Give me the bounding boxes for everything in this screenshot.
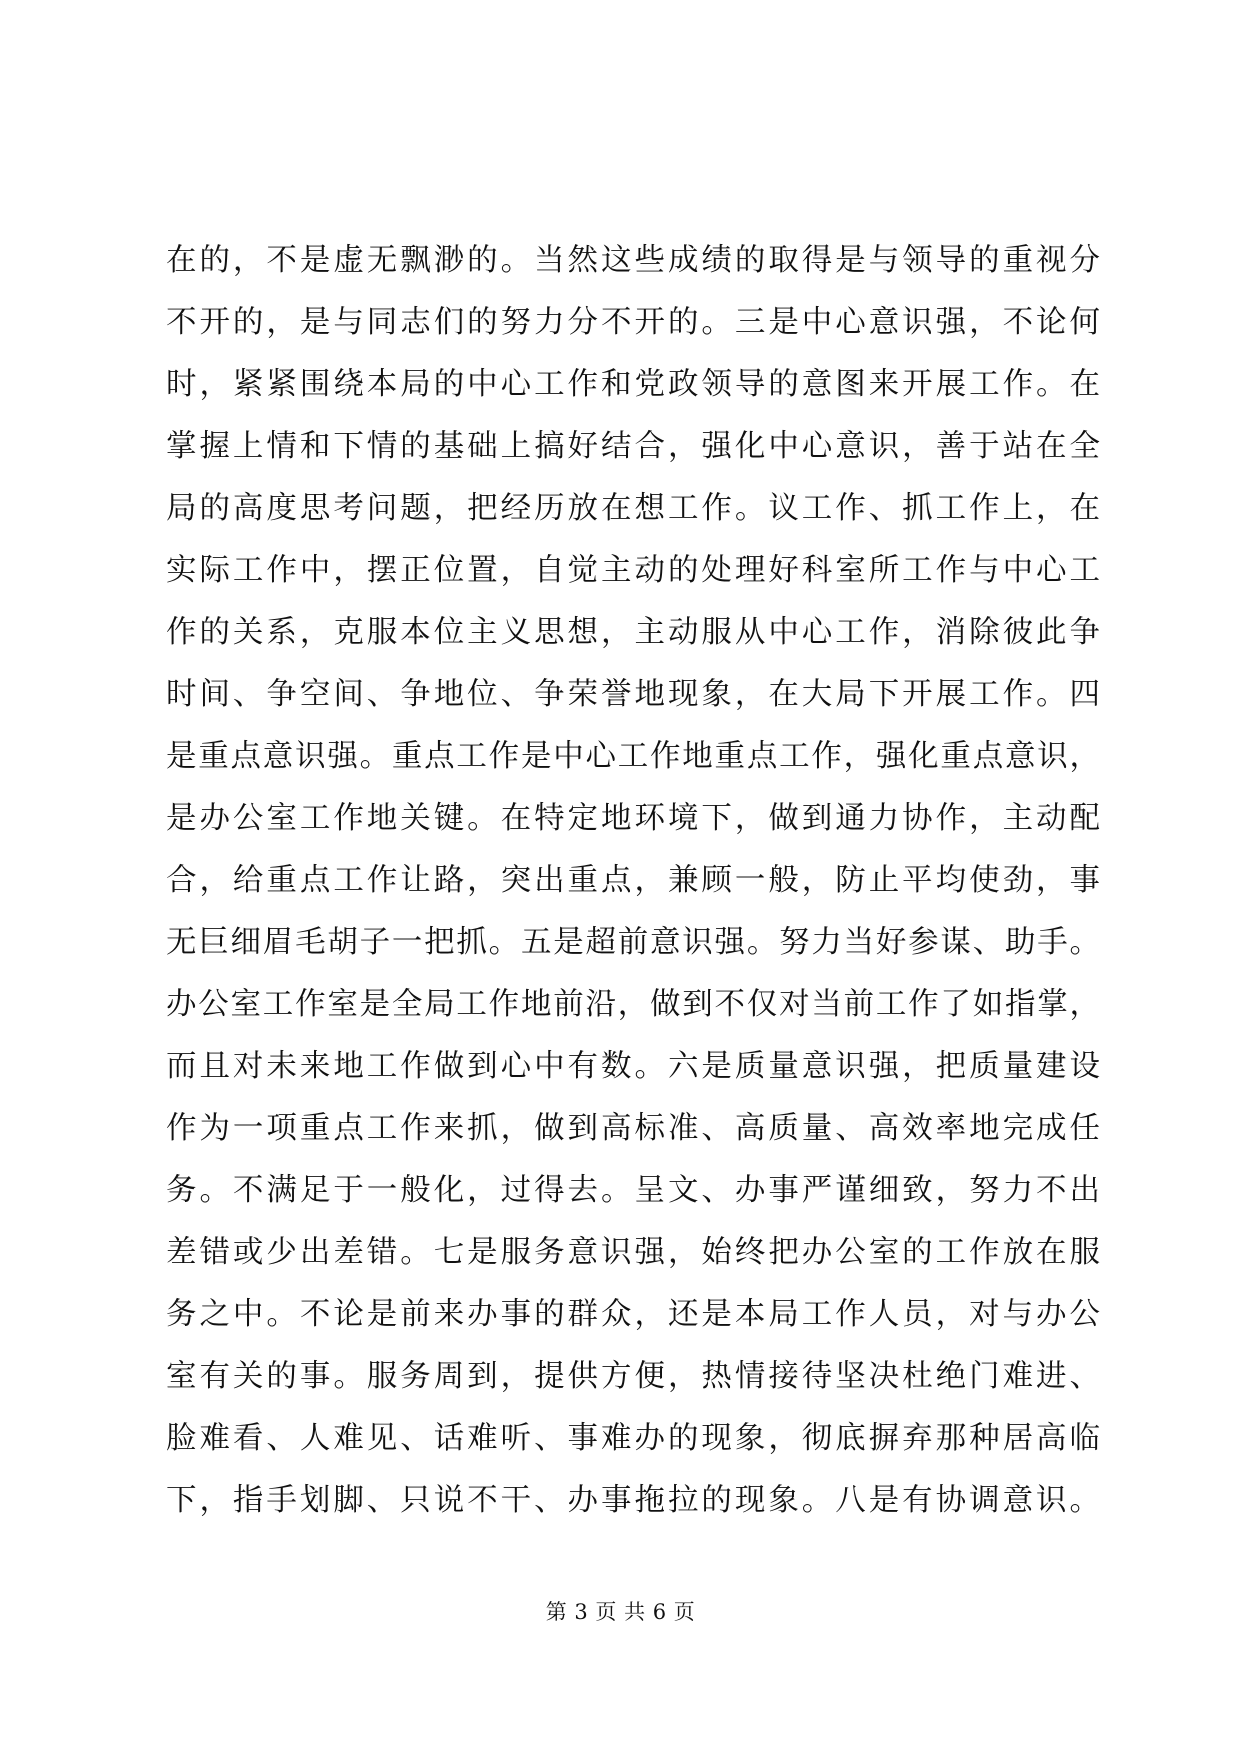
text-line: 而且对未来地工作做到心中有数。六是质量意识强，把质量建设 xyxy=(166,1049,1101,1084)
text-line: 是办公室工作地关键。在特定地环境下，做到通力协作，主动配 xyxy=(166,801,1101,836)
page-footer: 第 3 页 共 6 页 xyxy=(545,1600,696,1624)
text-line: 时间、争空间、争地位、争荣誉地现象，在大局下开展工作。四 xyxy=(166,677,1101,712)
text-line: 掌握上情和下情的基础上搞好结合，强化中心意识，善于站在全 xyxy=(166,429,1101,464)
text-line: 作为一项重点工作来抓，做到高标准、高质量、高效率地完成任 xyxy=(166,1111,1101,1146)
text-line: 在的，不是虚无飘渺的。当然这些成绩的取得是与领导的重视分 xyxy=(166,243,1101,278)
text-line: 室有关的事。服务周到，提供方便，热情接待坚决杜绝门难进、 xyxy=(166,1359,1101,1394)
text-line: 脸难看、人难见、话难听、事难办的现象，彻底摒弃那种居高临 xyxy=(166,1421,1101,1456)
text-line: 不开的，是与同志们的努力分不开的。三是中心意识强，不论何 xyxy=(166,305,1101,340)
text-line: 实际工作中，摆正位置，自觉主动的处理好科室所工作与中心工 xyxy=(166,553,1101,588)
text-line: 务。不满足于一般化，过得去。呈文、办事严谨细致，努力不出 xyxy=(166,1173,1101,1208)
text-line: 下，指手划脚、只说不干、办事拖拉的现象。八是有协调意识。 xyxy=(166,1483,1101,1518)
body-text xyxy=(166,230,1101,1532)
text-line: 作的关系，克服本位主义思想，主动服从中心工作，消除彼此争 xyxy=(166,615,1101,650)
text-line: 是重点意识强。重点工作是中心工作地重点工作，强化重点意识， xyxy=(166,739,1101,774)
text-line: 无巨细眉毛胡子一把抓。五是超前意识强。努力当好参谋、助手。 xyxy=(166,925,1101,960)
text-line: 办公室工作室是全局工作地前沿，做到不仅对当前工作了如指掌， xyxy=(166,987,1101,1022)
text-line: 差错或少出差错。七是服务意识强，始终把办公室的工作放在服 xyxy=(166,1235,1101,1270)
text-line: 务之中。不论是前来办事的群众，还是本局工作人员，对与办公 xyxy=(166,1297,1101,1332)
text-line: 局的高度思考问题，把经历放在想工作。议工作、抓工作上，在 xyxy=(166,491,1101,526)
text-line: 合，给重点工作让路，突出重点，兼顾一般，防止平均使劲，事 xyxy=(166,863,1101,898)
text-line: 时，紧紧围绕本局的中心工作和党政领导的意图来开展工作。在 xyxy=(166,367,1101,402)
